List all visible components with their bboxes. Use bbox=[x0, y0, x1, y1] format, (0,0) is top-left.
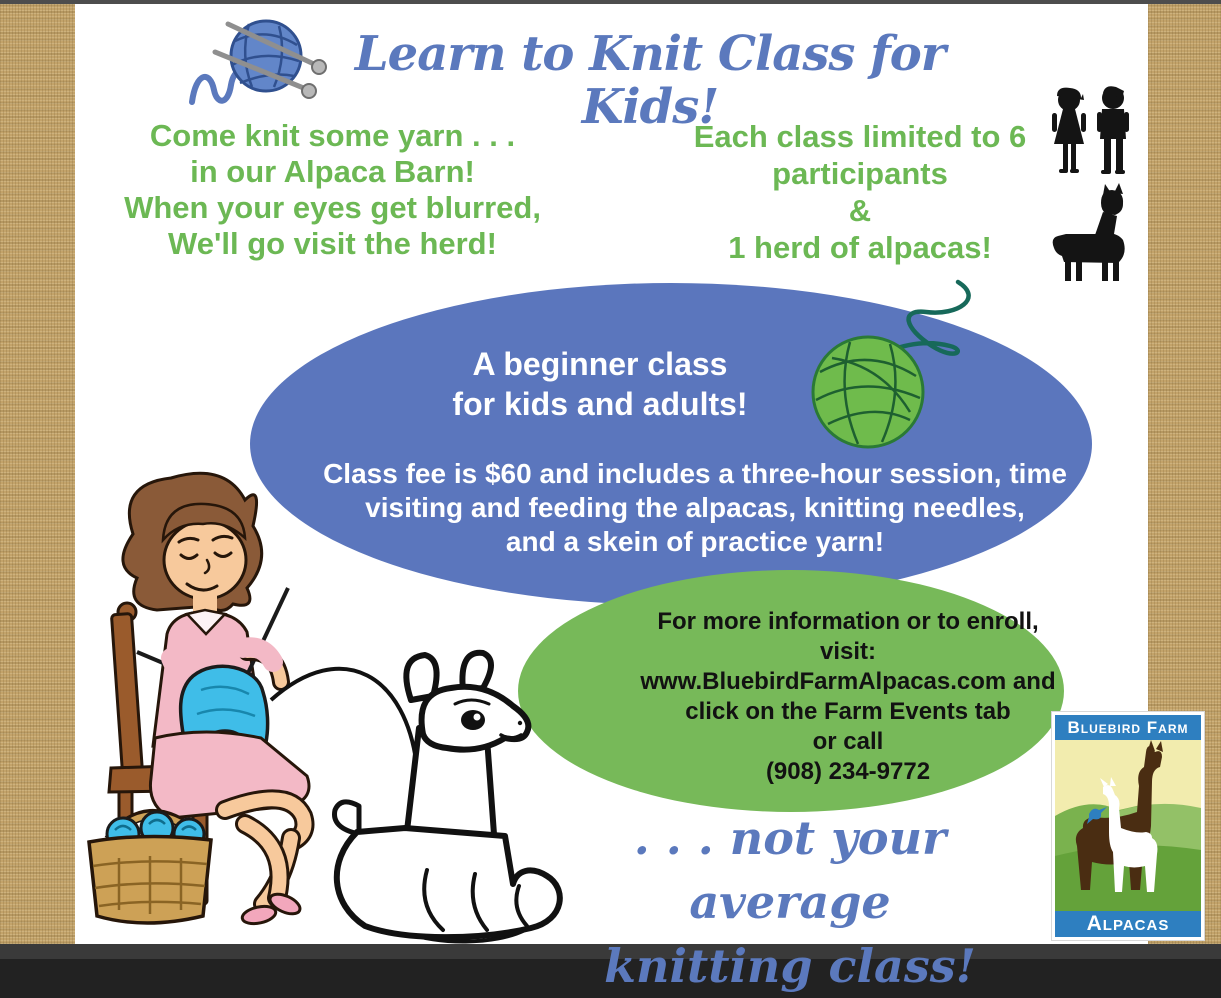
enroll-info bbox=[598, 607, 1098, 787]
enroll-line: or call bbox=[812, 728, 884, 755]
poem-line: Come knit some yarn . . . bbox=[149, 118, 516, 153]
enroll-line: For more information or to enroll, bbox=[657, 608, 1039, 635]
tagline-line: knitting class! bbox=[604, 939, 976, 993]
white-alpaca bbox=[335, 653, 560, 937]
kids-silhouette-icon bbox=[1043, 86, 1139, 178]
poem-block bbox=[85, 118, 580, 262]
poem-line: When your eyes get blurred, bbox=[124, 190, 541, 225]
blue-yarn-ball-icon bbox=[182, 10, 330, 118]
fee-line: and a skein of practice yarn! bbox=[505, 526, 885, 557]
poem-line: in our Alpaca Barn! bbox=[190, 154, 475, 189]
fee-line: visiting and feeding the alpacas, knitting needles, bbox=[365, 492, 1025, 523]
class-limit-line: Each class limited to 6 bbox=[693, 119, 1027, 154]
alpaca-silhouette-icon bbox=[1046, 182, 1140, 282]
enroll-line: click on the Farm Events tab bbox=[685, 698, 1011, 725]
top-edge bbox=[0, 0, 1221, 4]
yarn-basket bbox=[89, 812, 211, 923]
class-limit-line: & bbox=[848, 193, 872, 228]
enroll-line: visit: bbox=[819, 638, 876, 665]
enroll-line phone-number: (908) 234-9772 bbox=[765, 758, 931, 785]
logo-title-top: Bluebird Farm bbox=[1055, 715, 1201, 740]
burlap-border-left bbox=[0, 4, 75, 944]
beginner-line: A beginner class bbox=[472, 346, 728, 382]
bluebird-farm-logo bbox=[1052, 712, 1204, 940]
logo-title-bottom: Alpacas bbox=[1055, 911, 1201, 937]
knitting-woman-and-alpaca-illustration bbox=[75, 438, 650, 944]
green-yarn-ball-icon bbox=[798, 272, 1018, 452]
enroll-line website-url: www.BluebirdFarmAlpacas.com and bbox=[640, 668, 1056, 695]
beginner-line: for kids and adults! bbox=[452, 386, 748, 422]
logo-picture bbox=[1055, 740, 1201, 911]
class-limit-line: 1 herd of alpacas! bbox=[728, 230, 992, 265]
fee-line: Class fee is $60 and includes a three-hour session, time bbox=[323, 458, 1067, 489]
tagline-line: . . . not your average bbox=[633, 811, 947, 929]
class-limit-block bbox=[645, 118, 1075, 266]
flyer-title: Learn to Knit Class for Kids! bbox=[354, 26, 946, 135]
class-limit-line: participants bbox=[772, 156, 948, 191]
beginner-heading bbox=[420, 344, 780, 424]
poem-line: We'll go visit the herd! bbox=[168, 226, 497, 261]
woman-face bbox=[164, 521, 246, 599]
